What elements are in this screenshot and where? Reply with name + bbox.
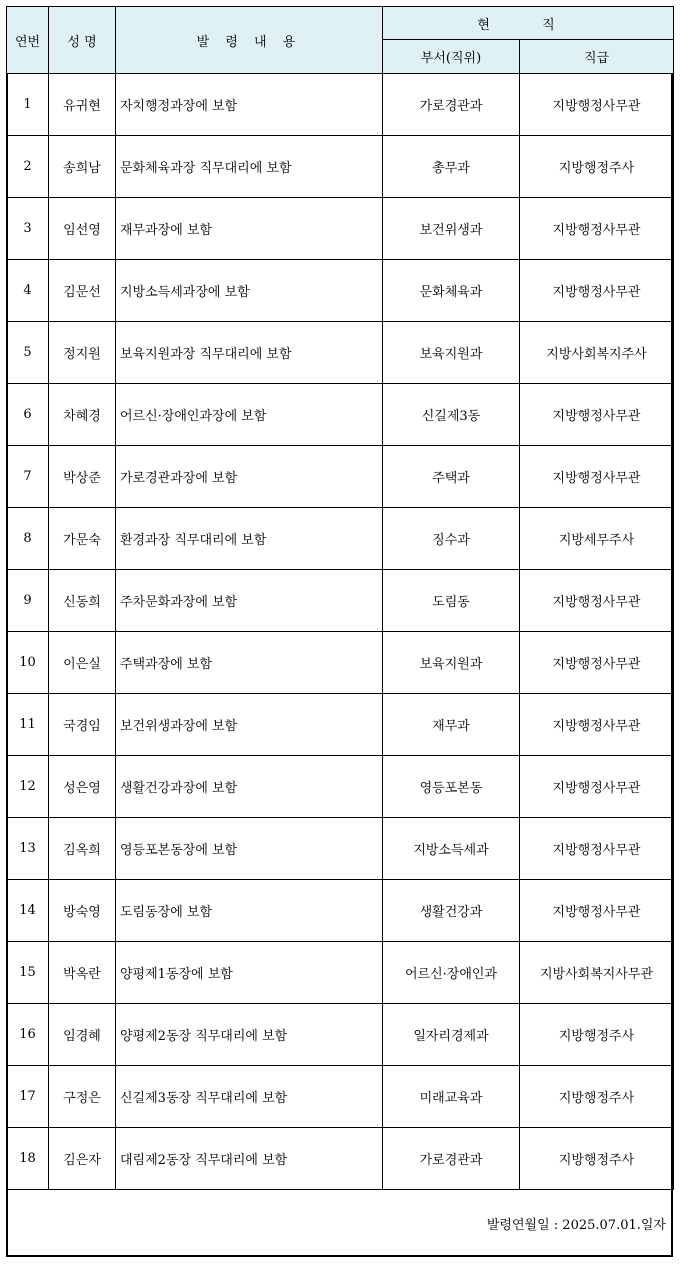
table-row	[7, 756, 674, 818]
row-no: 17	[7, 1066, 49, 1128]
header-current: 현 직	[383, 7, 674, 40]
row-dept: 보육지원과	[383, 322, 520, 384]
row-name: 가문숙	[49, 508, 116, 570]
row-rank: 지방사회복지사무관	[520, 942, 674, 1004]
row-dept: 지방소득세과	[383, 818, 520, 880]
row-name: 송희남	[49, 136, 116, 198]
row-content: 재무과장에 보함	[116, 198, 383, 260]
row-rank: 지방행정주사	[520, 1004, 674, 1066]
table-row	[7, 694, 674, 756]
row-content: 가로경관과장에 보함	[116, 446, 383, 508]
table-row	[7, 570, 674, 632]
row-dept: 보건위생과	[383, 198, 520, 260]
row-rank: 지방행정사무관	[520, 198, 674, 260]
row-name: 박상준	[49, 446, 116, 508]
row-no: 18	[7, 1128, 49, 1190]
row-name: 김옥희	[49, 818, 116, 880]
row-rank: 지방행정주사	[520, 136, 674, 198]
row-rank: 지방세무주사	[520, 508, 674, 570]
row-content: 보건위생과장에 보함	[116, 694, 383, 756]
header-no: 연번	[7, 7, 49, 74]
row-name: 박옥란	[49, 942, 116, 1004]
row-rank: 지방행정주사	[520, 1066, 674, 1128]
row-dept: 일자리경제과	[383, 1004, 520, 1066]
row-dept: 어르신·장애인과	[383, 942, 520, 1004]
row-name: 차혜경	[49, 384, 116, 446]
row-content: 주차문화과장에 보함	[116, 570, 383, 632]
row-no: 7	[7, 446, 49, 508]
row-name: 신동희	[49, 570, 116, 632]
header-name: 성 명	[49, 7, 116, 74]
header-dept: 부서(직위)	[383, 40, 520, 74]
row-rank: 지방행정사무관	[520, 632, 674, 694]
row-name: 구정은	[49, 1066, 116, 1128]
row-rank: 지방행정사무관	[520, 756, 674, 818]
appointment-date: 발령연월일 : 2025.07.01.일자	[486, 1218, 666, 1233]
row-name: 이은실	[49, 632, 116, 694]
row-name: 정지원	[49, 322, 116, 384]
row-no: 1	[7, 74, 49, 136]
row-dept: 주택과	[383, 446, 520, 508]
row-dept: 가로경관과	[383, 74, 520, 136]
row-rank: 지방사회복지주사	[520, 322, 674, 384]
row-name: 김문선	[49, 260, 116, 322]
table-row	[7, 818, 674, 880]
row-no: 5	[7, 322, 49, 384]
table-row	[7, 632, 674, 694]
row-content: 양평제2동장 직무대리에 보함	[116, 1004, 383, 1066]
row-dept: 문화체육과	[383, 260, 520, 322]
table-row	[7, 198, 674, 260]
row-no: 2	[7, 136, 49, 198]
table-row	[7, 880, 674, 942]
row-no: 15	[7, 942, 49, 1004]
row-rank: 지방행정사무관	[520, 880, 674, 942]
row-no: 6	[7, 384, 49, 446]
row-rank: 지방행정사무관	[520, 446, 674, 508]
row-content: 도림동장에 보함	[116, 880, 383, 942]
table-row	[7, 1004, 674, 1066]
row-content: 자치행정과장에 보함	[116, 74, 383, 136]
row-dept: 총무과	[383, 136, 520, 198]
table-row	[7, 942, 674, 1004]
table-row	[7, 136, 674, 198]
row-dept: 보육지원과	[383, 632, 520, 694]
row-content: 지방소득세과장에 보함	[116, 260, 383, 322]
row-dept: 징수과	[383, 508, 520, 570]
row-no: 8	[7, 508, 49, 570]
table-row	[7, 322, 674, 384]
row-rank: 지방행정사무관	[520, 694, 674, 756]
row-no: 10	[7, 632, 49, 694]
row-name: 성은영	[49, 756, 116, 818]
row-no: 13	[7, 818, 49, 880]
row-name: 김은자	[49, 1128, 116, 1190]
table-row	[7, 260, 674, 322]
row-dept: 생활건강과	[383, 880, 520, 942]
row-no: 3	[7, 198, 49, 260]
header-content: 발 령 내 용	[116, 7, 383, 74]
row-dept: 도림동	[383, 570, 520, 632]
row-rank: 지방행정사무관	[520, 260, 674, 322]
row-content: 문화체육과장 직무대리에 보함	[116, 136, 383, 198]
row-dept: 영등포본동	[383, 756, 520, 818]
row-no: 16	[7, 1004, 49, 1066]
row-no: 14	[7, 880, 49, 942]
table-header	[7, 7, 674, 74]
row-name: 임선영	[49, 198, 116, 260]
row-rank: 지방행정사무관	[520, 570, 674, 632]
table-body	[7, 74, 674, 1190]
table-row	[7, 1066, 674, 1128]
row-dept: 가로경관과	[383, 1128, 520, 1190]
row-content: 대림제2동장 직무대리에 보함	[116, 1128, 383, 1190]
header-rank: 직급	[520, 40, 674, 74]
table-row	[7, 384, 674, 446]
row-dept: 재무과	[383, 694, 520, 756]
row-content: 양평제1동장에 보함	[116, 942, 383, 1004]
row-no: 9	[7, 570, 49, 632]
row-content: 생활건강과장에 보함	[116, 756, 383, 818]
row-name: 임경혜	[49, 1004, 116, 1066]
row-name: 방숙영	[49, 880, 116, 942]
row-content: 보육지원과장 직무대리에 보함	[116, 322, 383, 384]
table-row	[7, 74, 674, 136]
row-name: 유귀현	[49, 74, 116, 136]
row-content: 환경과장 직무대리에 보함	[116, 508, 383, 570]
appointment-table	[6, 6, 674, 1190]
table-row	[7, 1128, 674, 1190]
row-rank: 지방행정사무관	[520, 74, 674, 136]
row-content: 영등포본동장에 보함	[116, 818, 383, 880]
row-content: 주택과장에 보함	[116, 632, 383, 694]
row-no: 11	[7, 694, 49, 756]
row-no: 12	[7, 756, 49, 818]
table-row	[7, 446, 674, 508]
row-no: 4	[7, 260, 49, 322]
row-content: 어르신·장애인과장에 보함	[116, 384, 383, 446]
row-dept: 미래교육과	[383, 1066, 520, 1128]
row-dept: 신길제3동	[383, 384, 520, 446]
row-content: 신길제3동장 직무대리에 보함	[116, 1066, 383, 1128]
row-name: 국경임	[49, 694, 116, 756]
row-rank: 지방행정사무관	[520, 818, 674, 880]
row-rank: 지방행정사무관	[520, 384, 674, 446]
table-row	[7, 508, 674, 570]
row-rank: 지방행정주사	[520, 1128, 674, 1190]
